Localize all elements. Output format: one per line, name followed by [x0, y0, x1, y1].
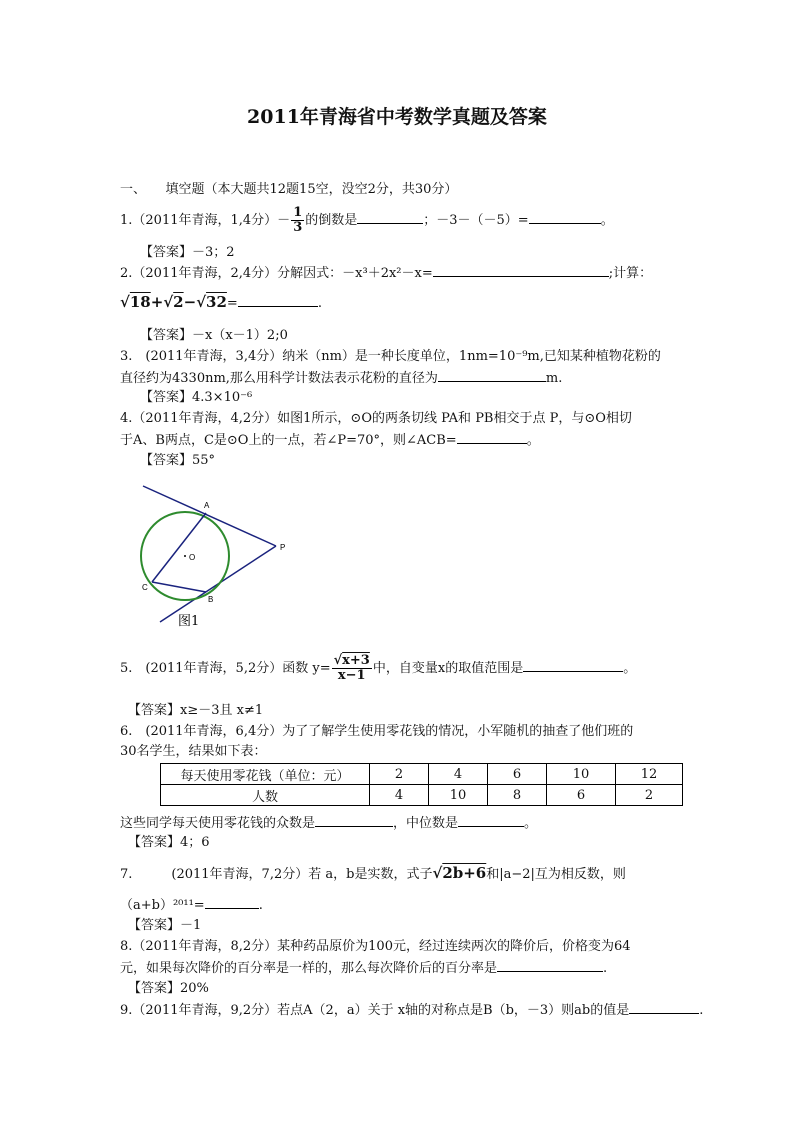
answer-5: 【答案】x≥－3且 x≠1 [128, 703, 264, 718]
question-7 [120, 864, 626, 884]
q3-text: 直径约为4330nm,那么用科学计数法表示花粉的直径为 [120, 371, 438, 386]
q7-end: . [258, 898, 263, 913]
table-header: 每天使用零花钱（单位：元） [161, 764, 370, 785]
fraction-num: 1 [293, 205, 303, 220]
question-6-line2: 30名学生，结果如下表： [120, 744, 267, 759]
table-cell: 8 [488, 785, 547, 806]
answer-blank[interactable] [433, 264, 609, 277]
label-b: B [208, 595, 214, 604]
question-6-line3 [120, 814, 537, 833]
table-cell: 10 [547, 764, 616, 785]
section-heading: 一、 填空题（本大题共12题15空，没空2分，共30分） [120, 182, 458, 197]
fraction [291, 206, 304, 235]
q2-end: . [317, 296, 322, 311]
radical-expression: √2b+6 [432, 864, 487, 882]
q1-end: 。 [600, 213, 614, 228]
q1-text2: ；－3－（－5）= [423, 213, 529, 228]
answer-2: 【答案】－x（x－1）2;0 [140, 328, 288, 343]
fraction-num: √x+3 [333, 653, 370, 668]
answer-blank[interactable] [529, 211, 601, 224]
answer-blank[interactable] [457, 431, 527, 444]
q3-unit: m. [545, 371, 563, 386]
q9-text: 9.（2011年青海，9,2分）若点A（2，a）关于 x轴的对称点是B（b，－3）则ab的值是 [120, 1003, 630, 1018]
q9-end: . [699, 1003, 704, 1018]
q2-text: 2.（2011年青海，2,4分）分解因式：－x³＋2x²－x= [120, 266, 433, 281]
question-4-line1: 4.（2011年青海，4,2分）如图1所示，⊙O的两条切线 PA和 PB相交于点 P，与⊙O相切 [120, 411, 632, 426]
answer-blank[interactable] [523, 659, 623, 672]
fraction-den: x−1 [337, 668, 366, 683]
question-1 [120, 206, 614, 236]
q1-neg: － [277, 213, 291, 228]
label-a: A [204, 501, 210, 510]
q7-expr: （a+b）²⁰¹¹= [120, 898, 205, 913]
answer-blank[interactable] [315, 814, 393, 827]
q6-text: 这些同学每天使用零花钱的众数是 [120, 816, 316, 831]
answer-7: 【答案】－1 [128, 918, 202, 933]
radicand: 2b+6 [442, 864, 487, 882]
q1-text: 的倒数是 [305, 213, 358, 228]
label-o: O [189, 553, 196, 562]
question-3-line2 [120, 369, 562, 388]
question-7-line2 [120, 896, 263, 915]
fraction [332, 654, 372, 683]
q5-text2: 中，自变量x的取值范围是 [372, 661, 524, 676]
answer-blank[interactable] [629, 1001, 699, 1014]
q8-text: 元，如果每次降价的百分率是一样的，那么每次降价后的百分率是 [120, 961, 498, 976]
label-c: C [142, 583, 148, 592]
question-4-line2 [120, 431, 540, 450]
tangent-line-pa [143, 486, 276, 546]
q2-eq: = [226, 296, 238, 311]
answer-blank[interactable] [497, 959, 603, 972]
table-row [161, 764, 683, 785]
q2-text2: ;计算： [608, 266, 653, 281]
q7-text2: 和|a−2|互为相反数，则 [486, 867, 626, 882]
table-row [161, 785, 683, 806]
answer-6: 【答案】4；6 [128, 835, 210, 850]
q6-text2: ，中位数是 [393, 816, 459, 831]
fraction-den: 3 [293, 220, 303, 235]
data-table [160, 763, 683, 806]
radicand: 18 [129, 293, 151, 311]
question-2 [120, 264, 652, 283]
question-8-line1: 8.（2011年青海，8,2分）某种药品原价为100元，经过连续两次的降价后，价格变为64 [120, 939, 631, 954]
question-2-line2 [120, 293, 322, 313]
answer-blank[interactable] [205, 896, 259, 909]
question-8-line2 [120, 959, 607, 978]
answer-8: 【答案】20% [128, 981, 209, 996]
table-cell: 12 [616, 764, 683, 785]
q1-prefix: 1.（2011年青海，1,4分） [120, 213, 278, 228]
answer-blank[interactable] [357, 211, 423, 224]
table-cell: 2 [616, 785, 683, 806]
table-header: 人数 [161, 785, 370, 806]
q5-end: 。 [623, 661, 637, 676]
question-9 [120, 1001, 703, 1020]
table-cell: 6 [547, 785, 616, 806]
center-point [184, 555, 186, 557]
answer-blank[interactable] [238, 294, 318, 307]
q5-text: 5. (2011年青海，5,2分）函数 y= [120, 661, 331, 676]
table-cell: 6 [488, 764, 547, 785]
table-cell: 2 [370, 764, 429, 785]
answer-3: 【答案】4.3×10⁻⁶ [140, 390, 253, 405]
radical-expression: √18+√2−√32 [120, 293, 227, 311]
page-title: 2011年青海省中考数学真题及答案 [247, 106, 547, 128]
operator: − [183, 293, 197, 311]
answer-4: 【答案】55° [140, 453, 216, 468]
radicand: 2 [173, 293, 184, 311]
q7-text: 7. (2011年青海，7,2分）若 a，b是实数，式子 [120, 867, 433, 882]
figure-caption: 图1 [178, 614, 200, 629]
q6-end: 。 [524, 816, 538, 831]
radicand: x+3 [342, 653, 370, 668]
question-5 [120, 650, 636, 688]
table-cell: 4 [429, 764, 488, 785]
chord-cb [152, 582, 206, 592]
table-cell: 10 [429, 785, 488, 806]
answer-blank[interactable] [438, 369, 546, 382]
radicand: 32 [206, 293, 227, 311]
q4-end: 。 [526, 433, 540, 448]
question-3-line1: 3. (2011年青海，3,4分）纳米（nm）是一种长度单位，1nm=10⁻⁹m,已知某种植物花粉的 [120, 349, 661, 364]
q4-text: 于A、B两点，C是⊙O上的一点，若∠P=70°，则∠ACB= [120, 433, 457, 448]
chord-ca [152, 513, 206, 582]
question-6-line1: 6. (2011年青海，6,4分）为了了解学生使用零花钱的情况，小军随机的抽查了他们班的 [120, 724, 634, 739]
label-p: P [280, 543, 286, 552]
figure-1-diagram [128, 480, 298, 630]
table-cell: 4 [370, 785, 429, 806]
answer-1: 【答案】－3；2 [140, 245, 235, 260]
q8-end: . [603, 961, 608, 976]
answer-blank[interactable] [458, 814, 524, 827]
operator: + [150, 293, 164, 311]
